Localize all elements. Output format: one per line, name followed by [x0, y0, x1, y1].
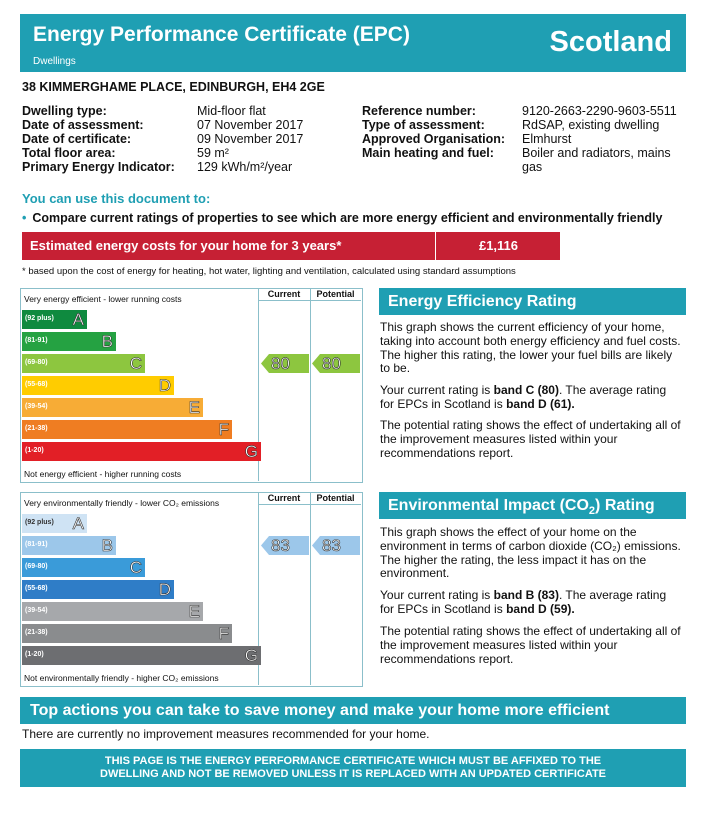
band-range: (39-54) — [25, 607, 48, 614]
rating-band-d — [22, 376, 174, 395]
band-range: (92 plus) — [25, 519, 54, 526]
rating-band-b — [22, 536, 116, 555]
property-address: 38 KIMMERGHAME PLACE, EDINBURGH, EH4 2GE — [22, 80, 325, 94]
band-letter: C — [129, 558, 142, 577]
rating-band-f — [22, 420, 232, 439]
band-letter: E — [188, 398, 200, 417]
compare-bullet-text: Compare current ratings of properties to see which are more energy efficient and environmentally friendly — [32, 211, 663, 225]
eer-p2-text-a: Your current rating is — [380, 383, 494, 397]
detail-key: Approved Organisation: — [362, 132, 506, 146]
detail-row — [22, 146, 303, 160]
rating-band-b — [22, 332, 116, 351]
band-letter: D — [158, 376, 171, 395]
eir-average-band: band D (59). — [506, 601, 575, 616]
current-column-header: Current — [267, 493, 301, 503]
band-letter: A — [72, 310, 84, 329]
rating-band-c — [22, 558, 145, 577]
final-notice-line-1: THIS PAGE IS THE ENERGY PERFORMANCE CERTIFICATE WHICH MUST BE AFFIXED TO THE — [104, 755, 602, 767]
eer-paragraph-1: This graph shows the current efficiency of your home, taking into account both energy efficiency and fuel costs. The higher this rating, the lower your fuel bills are likely to be. — [380, 320, 681, 376]
band-letter: A — [72, 514, 84, 533]
rating-band-e — [22, 398, 203, 417]
cost-footnote: * based upon the cost of energy for heating, hot water, lighting and ventilation, calculated using standard assumptions — [22, 266, 516, 277]
band-letter: G — [244, 442, 258, 461]
chart-bottom-label: Not environmentally friendly - higher CO₂ emissions — [24, 673, 219, 683]
rating-band-a — [22, 514, 87, 533]
current-rating-arrow — [261, 536, 309, 555]
chart-divider — [310, 492, 311, 685]
rating-value: 80 — [271, 354, 290, 373]
region-label: Scotland — [549, 26, 672, 58]
energy-cost-label: Estimated energy costs for your home for 3 years* — [30, 238, 342, 253]
final-notice — [20, 749, 686, 787]
energy-efficiency-heading: Energy Efficiency Rating — [379, 288, 686, 315]
detail-key: Primary Energy Indicator: — [22, 160, 175, 174]
detail-row — [362, 118, 687, 132]
band-letter: B — [101, 332, 113, 351]
chart-header-line — [258, 504, 361, 505]
rating-band-d — [22, 580, 174, 599]
certificate-subtitle: Dwellings — [33, 56, 76, 67]
eir-current-band: band B (83) — [493, 588, 559, 602]
detail-row — [362, 104, 687, 118]
detail-row — [362, 146, 687, 174]
eer-average-band: band D (61). — [506, 396, 575, 411]
band-range: (1-20) — [25, 447, 44, 454]
detail-key: Date of assessment: — [22, 118, 144, 132]
detail-row — [22, 160, 303, 174]
potential-rating-arrow — [312, 536, 360, 555]
eer-p2-text-b: . The average rating for EPCs in Scotland is — [380, 383, 667, 411]
band-range: (21-38) — [25, 425, 48, 432]
rating-band-a — [22, 310, 87, 329]
eer-paragraph-2 — [380, 384, 682, 412]
rating-band-g — [22, 646, 261, 665]
eir-paragraph-1: This graph shows the effect of your home on the environment in terms of carbon dioxide (CO₂) emissions. The higher the rating, the less impact it has on the environment. — [380, 525, 681, 581]
band-range: (69-80) — [25, 359, 48, 366]
eer-current-band: band C (80) — [493, 383, 559, 397]
detail-key: Dwelling type: — [22, 104, 107, 118]
chart-divider — [310, 288, 311, 481]
band-letter: D — [158, 580, 171, 599]
band-letter: F — [218, 420, 229, 439]
band-range: (69-80) — [25, 563, 48, 570]
band-range: (81-91) — [25, 337, 48, 344]
energy-cost-bar — [22, 232, 560, 260]
detail-row — [22, 132, 303, 146]
eir-paragraph-3: The potential rating shows the effect of undertaking all of the improvement measures listed within your recommendations report. — [380, 624, 681, 666]
current-column-header: Current — [267, 289, 301, 299]
band-range: (39-54) — [25, 403, 48, 410]
details-left — [22, 104, 303, 174]
detail-value: 9120-2663-2290-9603-5511 — [522, 104, 677, 118]
no-improvements-text: There are currently no improvement measures recommended for your home. — [22, 727, 430, 741]
band-range: (55-68) — [25, 381, 48, 388]
rating-band-e — [22, 602, 203, 621]
band-letter: B — [101, 536, 113, 555]
band-letter: G — [244, 646, 258, 665]
eir-heading-post: ) Rating — [595, 497, 655, 514]
detail-key: Date of certificate: — [22, 132, 132, 146]
energy-cost-value: £1,116 — [435, 232, 561, 260]
chart-top-label: Very energy efficient - lower running costs — [24, 294, 182, 304]
rating-value: 80 — [322, 354, 341, 373]
bullet-dot-icon: • — [22, 211, 27, 225]
chart-header-line — [258, 300, 361, 301]
detail-key: Reference number: — [362, 104, 476, 118]
potential-column-header: Potential — [316, 493, 355, 503]
detail-key: Type of assessment: — [362, 118, 485, 132]
current-rating-arrow — [261, 354, 309, 373]
band-range: (21-38) — [25, 629, 48, 636]
certificate-header — [20, 14, 686, 72]
detail-value: RdSAP, existing dwelling — [522, 118, 660, 132]
eir-p2-text-b: . The average rating for EPCs in Scotland is — [380, 588, 667, 616]
eir-heading-pre: Environmental Impact (CO — [388, 497, 589, 514]
potential-rating-arrow — [312, 354, 360, 373]
rating-band-f — [22, 624, 232, 643]
detail-value: 129 kWh/m²/year — [197, 160, 293, 174]
details-right — [362, 104, 687, 174]
detail-row — [22, 118, 303, 132]
rating-band-c — [22, 354, 145, 373]
top-actions-heading: Top actions you can take to save money and make your home more efficient — [20, 697, 686, 724]
rating-value: 83 — [322, 536, 341, 555]
detail-value: Elmhurst — [522, 132, 572, 146]
potential-column-header: Potential — [316, 289, 355, 299]
band-letter: C — [129, 354, 142, 373]
eir-paragraph-2 — [380, 589, 682, 617]
band-letter: E — [188, 602, 200, 621]
band-range: (81-91) — [25, 541, 48, 548]
band-letter: F — [218, 624, 229, 643]
detail-row — [22, 104, 303, 118]
chart-top-label: Very environmentally friendly - lower CO₂ emissions — [24, 498, 220, 508]
detail-row — [362, 132, 687, 146]
band-range: (55-68) — [25, 585, 48, 592]
chart-bottom-label: Not energy efficient - higher running costs — [24, 469, 182, 479]
band-range: (92 plus) — [25, 315, 54, 322]
environmental-impact-heading — [379, 492, 686, 519]
compare-bullet — [22, 211, 662, 225]
rating-value: 83 — [271, 536, 290, 555]
detail-value: 07 November 2017 — [197, 118, 304, 132]
use-heading: You can use this document to: — [22, 191, 211, 206]
final-notice-line-2: DWELLING AND NOT BE REMOVED UNLESS IT IS REPLACED WITH AN UPDATED CERTIFICATE — [100, 768, 606, 780]
certificate-title: Energy Performance Certificate (EPC) — [33, 23, 410, 46]
detail-value: Mid-floor flat — [197, 104, 266, 118]
detail-key: Total floor area: — [22, 146, 116, 160]
band-range: (1-20) — [25, 651, 44, 658]
detail-key: Main heating and fuel: — [362, 146, 494, 160]
eir-p2-text-a: Your current rating is — [380, 588, 494, 602]
detail-value: Boiler and radiators, mains gas — [522, 146, 671, 174]
detail-value: 59 m² — [197, 146, 229, 160]
rating-band-g — [22, 442, 261, 461]
detail-value: 09 November 2017 — [197, 132, 304, 146]
eer-paragraph-3: The potential rating shows the effect of undertaking all of the improvement measures listed within your recommendations report. — [380, 418, 681, 460]
eir-heading-sub: 2 — [588, 505, 596, 518]
